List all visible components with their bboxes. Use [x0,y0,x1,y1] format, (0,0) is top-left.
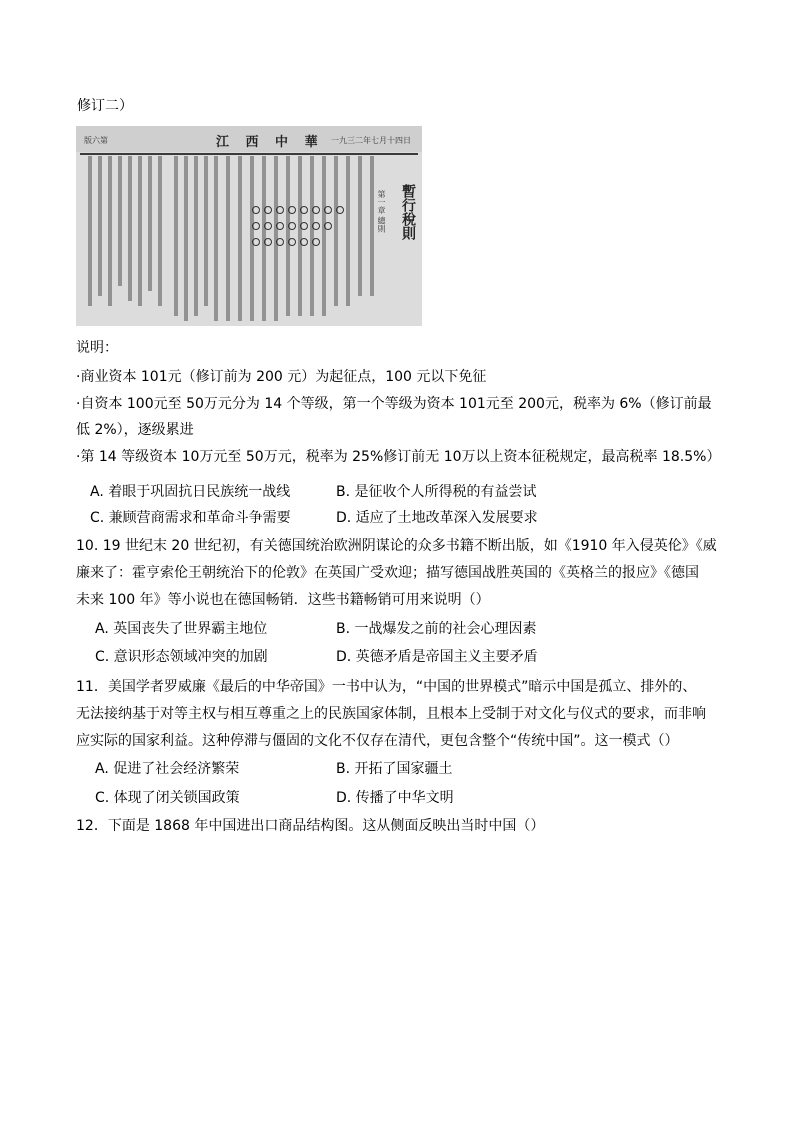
q11-stem-line-3: 应实际的国家利益。这种停滞与僵固的文化不仅存在清代，更包含整个“传统中国”。这一模式（） [76,733,679,749]
q9-option-b[interactable]: B. 是征收个人所得税的有益尝试 [336,484,537,500]
newspaper-date: 一九三二年七月十四日 [331,136,411,145]
newspaper-text-column [286,156,290,316]
newspaper-table-mark [300,238,308,246]
newspaper-table-mark [264,238,272,246]
newspaper-text-column [88,156,92,306]
q11-stem-line-2: 无法接纳基于对等主权与相互尊重之上的民族国家体制，且根本上受制于对文化与仪式的要求，而非响 [76,706,706,722]
newspaper-table-mark [324,206,332,214]
newspaper-text-column [310,156,314,316]
newspaper-text-column [128,156,132,301]
q10-stem-line-1: 10. 19 世纪末 20 世纪初，有关德国统治欧洲阴谋论的众多书籍不断出版，如《1910 年入侵英伦》《威 [76,538,717,554]
newspaper-text-column [138,156,142,306]
newspaper-table-mark [312,206,320,214]
notes-bullet-2-line-1: ·自资本 100元至 50万元分为 14 个等级，第一个等级为资本 101元至 200元，税率为 6%（修订前最 [76,396,712,412]
newspaper-text-column [174,156,178,316]
newspaper-table-mark [288,238,296,246]
q12-stem-line-1: 12．下面是 1868 年中国进出口商品结构图。这从侧面反映出当时中国（） [76,818,545,834]
notes-bullet-2-line-2: 低 2%），逐级累进 [76,422,194,438]
newspaper-text-column [358,156,362,296]
newspaper-text-column [148,156,152,291]
newspaper-table-mark [288,206,296,214]
newspaper-table-mark [288,222,296,230]
newspaper-text-column [346,156,350,306]
newspaper-table-mark [276,222,284,230]
q9-option-c[interactable]: C. 兼顾营商需求和革命斗争需要 [90,510,291,526]
newspaper-table-mark [312,238,320,246]
newspaper-table-mark [252,206,260,214]
q10-option-c[interactable]: C. 意识形态领域冲突的加剧 [95,649,268,665]
newspaper-text-column [370,156,374,296]
revision-header: 修订二） [77,98,133,114]
notes-bullet-1: ·商业资本 101元（修订前为 200 元）为起征点，100 元以下免征 [76,369,487,385]
newspaper-table-mark [300,206,308,214]
newspaper-text-column [214,156,218,321]
newspaper-issue: 版六第 [84,136,108,145]
newspaper-article-title: 暫行稅則 [400,184,416,240]
q11-option-c[interactable]: C. 体现了闭关锁国政策 [95,790,240,806]
q10-option-b[interactable]: B. 一战爆发之前的社会心理因素 [336,621,537,637]
q11-option-d[interactable]: D. 传播了中华文明 [336,790,454,806]
newspaper-masthead: 江 西 中 華 [216,135,324,150]
newspaper-table-mark [264,222,272,230]
newspaper-table-mark [324,222,332,230]
notes-bullet-3: ·第 14 等级资本 10万元至 50万元，税率为 25%修订前无 10万以上资本征税规定，最高税率 18.5%） [76,449,721,465]
newspaper-text-column [118,156,122,286]
newspaper-table-mark [276,206,284,214]
newspaper-text-column [298,156,302,316]
q11-option-b[interactable]: B. 开拓了国家疆土 [336,761,453,777]
newspaper-image [76,126,422,326]
q11-stem-line-1: 11．美国学者罗威廉《最后的中华帝国》一书中认为，“中国的世界模式”暗示中国是孤立、排外的、 [76,679,697,695]
newspaper-text-column [334,156,338,306]
q9-option-a[interactable]: A. 着眼于巩固抗日民族统一战线 [90,484,291,500]
newspaper-rule [80,153,418,155]
newspaper-text-column [226,156,230,321]
newspaper-table-mark [264,206,272,214]
newspaper-text-column [238,156,242,321]
newspaper-text-column [204,156,208,306]
newspaper-table-mark [252,222,260,230]
newspaper-text-column [322,156,326,316]
newspaper-chapter: 第一章 總則 [377,190,386,233]
newspaper-table-mark [276,238,284,246]
newspaper-text-column [184,156,188,321]
newspaper-table-mark [252,238,260,246]
newspaper-text-column [98,156,102,296]
notes-label: 说明： [76,340,118,356]
q10-stem-line-2: 廉来了：霍亨索伦王朝统治下的伦敦》在英国广受欢迎；描写德国战胜英国的《英格兰的报应》《德国 [76,565,699,581]
newspaper-text-column [108,156,112,306]
q11-option-a[interactable]: A. 促进了社会经济繁荣 [95,761,240,777]
q9-option-d[interactable]: D. 适应了土地改革深入发展要求 [336,510,538,526]
newspaper-text-column [194,156,198,316]
newspaper-text-column [158,156,162,306]
q10-option-d[interactable]: D. 英德矛盾是帝国主义主要矛盾 [336,649,538,665]
q10-stem-line-3: 未来 100 年》等小说也在德国畅销．这些书籍畅销可用来说明（） [76,592,490,608]
q10-option-a[interactable]: A. 英国丧失了世界霸主地位 [95,621,268,637]
newspaper-table-mark [312,222,320,230]
newspaper-table-mark [336,206,344,214]
newspaper-table-mark [300,222,308,230]
